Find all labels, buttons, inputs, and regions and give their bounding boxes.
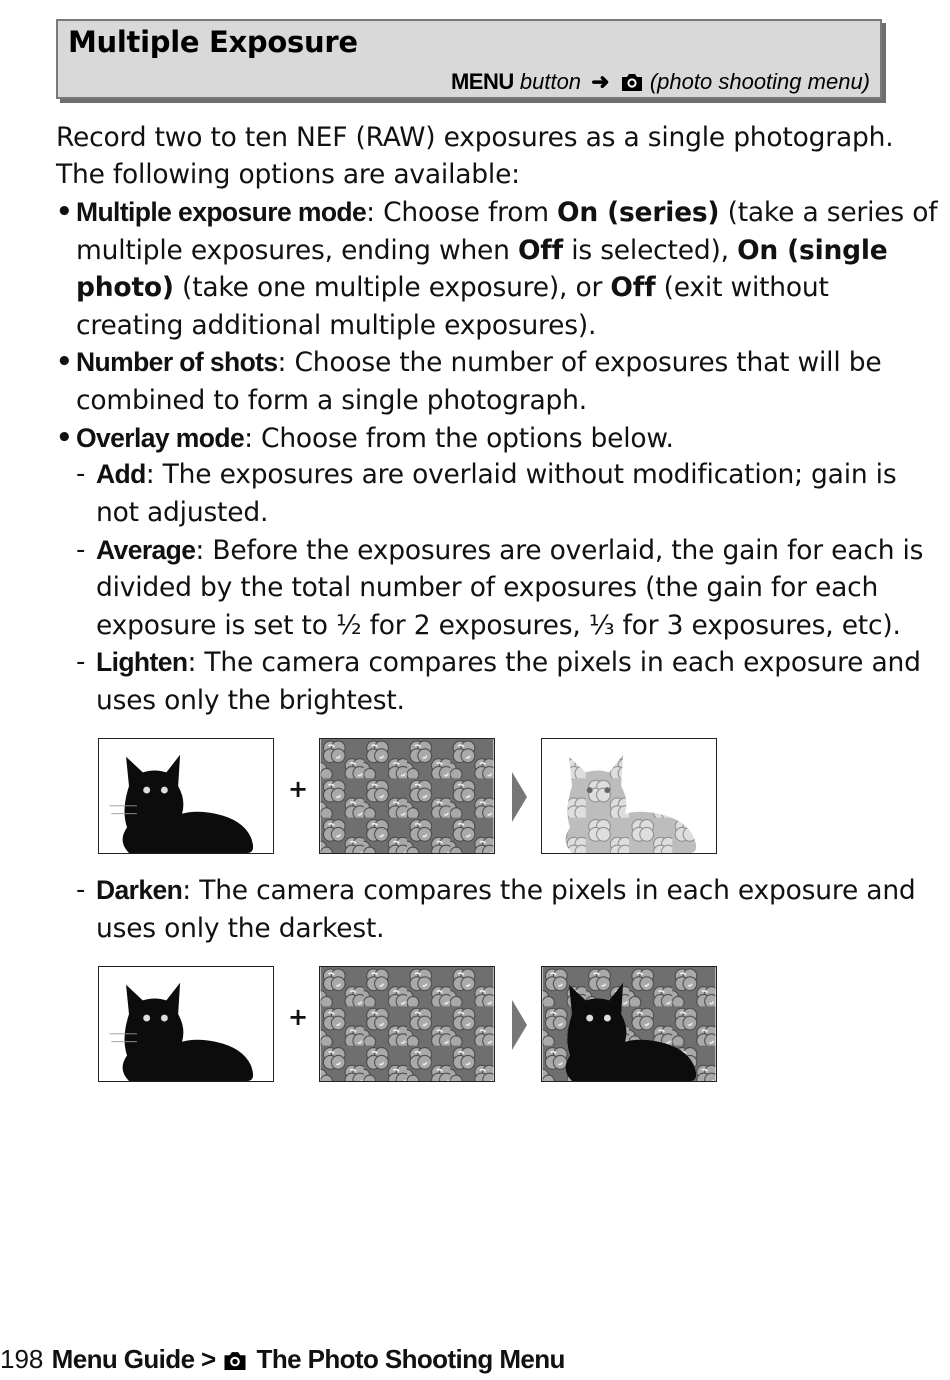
sub-average-line-2: divided by the total number of exposures (the gain for each (96, 572, 879, 603)
bullet-shots-line-1 (76, 347, 881, 378)
clover-photo (319, 738, 495, 854)
menu-path (451, 69, 870, 95)
menu-button-label: MENU (450, 69, 514, 94)
menu-name: (photo shooting menu) (649, 69, 870, 94)
text: (take one multiple exposure), or (173, 272, 611, 303)
term-overlay-mode: Overlay mode (76, 423, 245, 453)
plus-sign: + (288, 775, 309, 803)
intro-line-1: Record two to ten NEF (RAW) exposures as a single photograph. (56, 122, 894, 153)
option-on-single-cont: photo) (76, 272, 174, 303)
sub-add-line-2: not adjusted. (96, 497, 269, 528)
term-add: Add (96, 459, 146, 489)
bullet-marker: • (56, 347, 73, 377)
breadcrumb-menu-guide: Menu Guide (51, 1344, 195, 1374)
result-arrow-icon (512, 772, 527, 822)
page-number: 198 (0, 1344, 44, 1374)
text: : Choose from (366, 197, 558, 228)
text: : Choose from the options below. (244, 423, 674, 454)
result-arrow-icon (512, 1000, 527, 1050)
bullet-overlay-line-1 (76, 423, 674, 454)
text: (take a series of (719, 197, 938, 228)
option-off: Off (517, 235, 563, 266)
bullet-marker: • (56, 197, 73, 227)
term-average: Average (96, 535, 196, 565)
sub-darken-line-1 (96, 875, 916, 906)
button-word: button (513, 69, 582, 94)
text: : Before the exposures are overlaid, the gain for each is (195, 535, 924, 566)
sub-average-line-1 (96, 535, 923, 566)
text: multiple exposures, ending when (76, 235, 518, 266)
plus-sign: + (288, 1003, 309, 1031)
darken-result-photo (541, 966, 717, 1082)
text: (exit without (655, 272, 829, 303)
text: : The exposures are overlaid without modification; gain is (145, 459, 897, 490)
bullet-mode-line-2 (76, 235, 888, 266)
bullet-mode-line-1 (76, 197, 937, 228)
sub-darken-line-2: uses only the darkest. (96, 913, 385, 944)
option-off-2: Off (610, 272, 656, 303)
bullet-shots-line-2: combined to form a single photograph. (76, 385, 587, 416)
bullet-mode-line-4: creating additional multiple exposures). (76, 310, 597, 341)
text: : Choose the number of exposures that will be (277, 347, 882, 378)
clover-photo (319, 966, 495, 1082)
option-on-single: On (single (737, 235, 888, 266)
page-footer (0, 1344, 565, 1375)
option-on-series: On (series) (557, 197, 720, 228)
sub-lighten-line-1 (96, 647, 921, 678)
bullet-mode-line-3 (76, 272, 829, 303)
text: : The camera compares the pixels in each exposure and (182, 875, 916, 906)
term-number-of-shots: Number of shots (76, 347, 278, 377)
sub-lighten-line-2: uses only the brightest. (96, 685, 405, 716)
term-multiple-exposure-mode: Multiple exposure mode (76, 197, 367, 227)
cat-photo (98, 738, 274, 854)
section-header (56, 19, 882, 99)
dash-marker: - (76, 535, 86, 565)
breadcrumb-section: The Photo Shooting Menu (256, 1344, 565, 1374)
term-darken: Darken (96, 875, 183, 905)
cat-photo (98, 966, 274, 1082)
text: is selected), (562, 235, 738, 266)
lighten-result-photo (541, 738, 717, 854)
sub-add-line-1 (96, 459, 896, 490)
dash-marker: - (76, 459, 86, 489)
dash-marker: - (76, 875, 86, 905)
camera-icon (620, 72, 644, 92)
sub-average-line-3: exposure is set to ½ for 2 exposures, ⅓ for 3 exposures, etc). (96, 610, 901, 641)
camera-icon (222, 1350, 248, 1371)
page-title: Multiple Exposure (68, 25, 358, 59)
bullet-marker: • (56, 423, 73, 453)
arrow-icon: ➜ (591, 69, 610, 94)
breadcrumb-separator: > (194, 1344, 223, 1374)
intro-line-2: The following options are available: (56, 159, 520, 190)
term-lighten: Lighten (96, 647, 188, 677)
text: : The camera compares the pixels in each exposure and (187, 647, 921, 678)
dash-marker: - (76, 647, 86, 677)
